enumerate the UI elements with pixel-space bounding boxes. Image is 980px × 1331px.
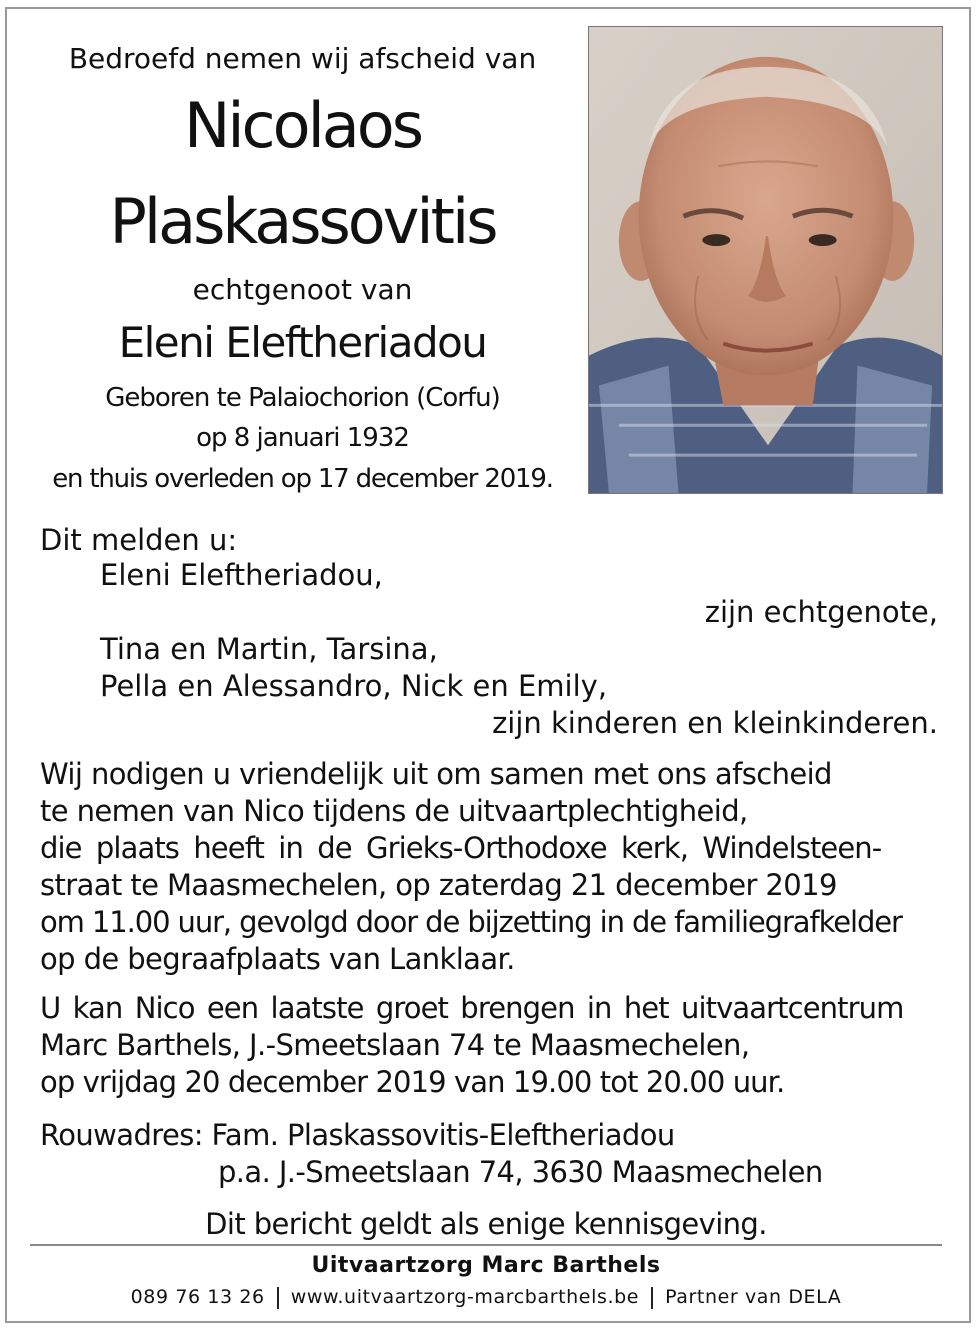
- ceremony-line-5: om 11.00 uur, gevolgd door de bijzetting in de familiegrafkelder: [40, 905, 902, 939]
- announcer-children-2: Pella en Alessandro, Nick en Emily,: [100, 669, 608, 703]
- birth-place: Geboren te Palaiochorion (Corfu): [105, 383, 500, 413]
- announcers-intro: Dit melden u:: [40, 523, 238, 557]
- ceremony-line-2: te nemen van Nico tijdens de uitvaartplechtigheid,: [40, 794, 748, 828]
- address-street-line: p.a. J.-Smeetslaan 74, 3630 Maasmechelen: [218, 1155, 823, 1189]
- footer-website[interactable]: www.uitvaartzorg-marcbarthels.be: [290, 1286, 640, 1308]
- ceremony-line-3: die plaats heeft in de Grieks-Orthodoxe kerk, Windelsteen-: [40, 831, 882, 865]
- footer-phone[interactable]: 089 76 13 26: [130, 1286, 265, 1308]
- footer-divider: [30, 1244, 942, 1246]
- portrait-photo: [588, 26, 943, 494]
- ceremony-line-6: op de begraafplaats van Lanklaar.: [40, 942, 515, 976]
- announcer-spouse: Eleni Eleftheriadou,: [100, 558, 383, 592]
- address-label-line: Rouwadres: Fam. Plaskassovitis-Eleftheriadou: [40, 1118, 675, 1152]
- birth-date: op 8 januari 1932: [196, 423, 409, 453]
- ceremony-line-4: straat te Maasmechelen, op zaterdag 21 december 2019: [40, 868, 837, 902]
- deceased-first-name: Nicolaos: [183, 89, 422, 162]
- footer-separator: [277, 1287, 279, 1309]
- notice-text: Dit bericht geldt als enige kennisgeving.: [205, 1207, 767, 1241]
- visitation-line-1: U kan Nico een laatste groet brengen in het uitvaartcentrum: [40, 991, 904, 1025]
- visitation-line-3: op vrijdag 20 december 2019 van 19.00 tot 20.00 uur.: [40, 1065, 785, 1099]
- spouse-name: Eleni Eleftheriadou: [118, 318, 487, 367]
- announcer-spouse-role: zijn echtgenote,: [704, 595, 938, 629]
- ceremony-line-1: Wij nodigen u vriendelijk uit om samen met ons afscheid: [40, 757, 832, 791]
- footer-company: Uitvaartzorg Marc Barthels: [311, 1253, 661, 1278]
- deceased-last-name: Plaskassovitis: [109, 185, 496, 258]
- death-line: en thuis overleden op 17 december 2019.: [52, 464, 553, 494]
- footer-contact: [30, 1283, 942, 1311]
- announcer-children-role: zijn kinderen en kleinkinderen.: [492, 706, 938, 740]
- visitation-line-2: Marc Barthels, J.-Smeetslaan 74 te Maasmechelen,: [40, 1028, 750, 1062]
- footer-partner: Partner van DELA: [665, 1286, 842, 1308]
- spouse-intro: echtgenoot van: [192, 273, 413, 306]
- footer-separator: [651, 1287, 653, 1309]
- announcer-children-1: Tina en Martin, Tarsina,: [100, 632, 438, 666]
- intro-text: Bedroefd nemen wij afscheid van: [68, 42, 537, 75]
